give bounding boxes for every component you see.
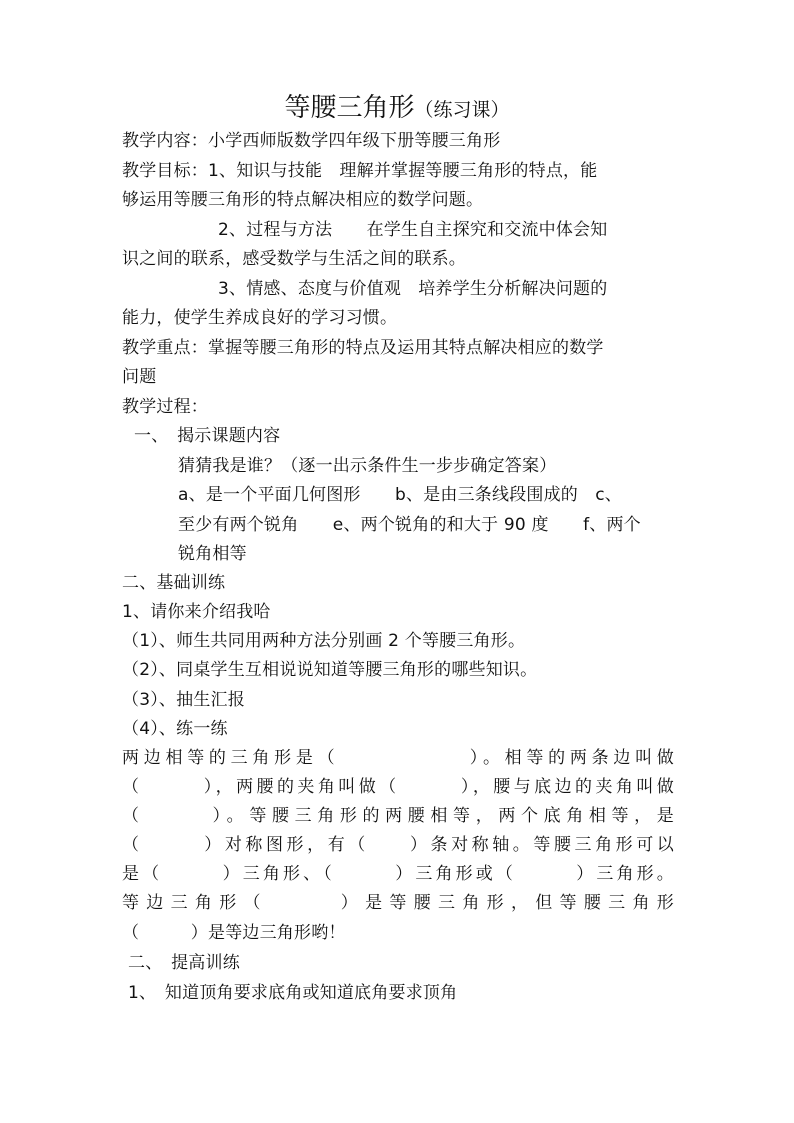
title-subtitle: （练习课） (414, 99, 510, 121)
clue-line-1: a、是一个平面几何图形 b、是由三条线段围成的 c、 (178, 485, 622, 505)
section-1-heading: 一、 揭示课题内容 (134, 426, 281, 446)
teaching-goal-1-line-2: 够运用等腰三角形的特点解决相应的数学问题。 (122, 190, 484, 210)
fill-blank-line-3: （ ）。等腰三角形的两腰相等，两个底角相等，是 (122, 806, 674, 826)
section-2-sub-3: （3）、抽生汇报 (122, 690, 245, 710)
section-2-sub-2: （2）、同桌学生互相说说知道等腰三角形的哪些知识。 (122, 660, 538, 680)
title-main: 等腰三角形 (284, 93, 415, 123)
teaching-process: 教学过程： (122, 397, 208, 417)
fill-blank-line-5: 是（ ）三角形、（ ）三角形或（ ）三角形。 (122, 864, 674, 884)
teaching-goal-3-line-2: 能力，使学生养成良好的学习习惯。 (122, 308, 398, 328)
section-2-sub-4: （4）、练一练 (122, 719, 228, 739)
teaching-goal-3-line-1: 3、情感、态度与价值观 培养学生分析解决问题的 (218, 279, 608, 299)
clue-line-2: 至少有两个锐角 e、两个锐角的和大于 90 度 f、两个 (178, 515, 641, 535)
fill-blank-line-2: （ ），两腰的夹角叫做（ ），腰与底边的夹角叫做 (122, 777, 674, 797)
section-3-item-1: 1、 知道顶角要求底角或知道底角要求顶角 (128, 983, 458, 1003)
teaching-goal-1-line-1: 教学目标：1、知识与技能 理解并掌握等腰三角形的特点，能 (122, 161, 598, 181)
section-2-heading: 二、基础训练 (122, 573, 226, 593)
teaching-goal-2-line-1: 2、过程与方法 在学生自主探究和交流中体会知 (218, 220, 608, 240)
fill-blank-line-1: 两边相等的三角形是（ ）。相等的两条边叫做 (122, 748, 674, 768)
fill-blank-line-7: （ ）是等边三角形哟！ (122, 923, 346, 943)
teaching-content: 教学内容：小学西师版数学四年级下册等腰三角形 (122, 131, 501, 151)
teaching-key-line-2: 问题 (122, 367, 157, 387)
teaching-key-line-1: 教学重点：掌握等腰三角形的特点及运用其特点解决相应的数学 (122, 338, 604, 358)
guess-intro: 猜猜我是谁？（逐一出示条件生一步步确定答案） (178, 456, 557, 476)
section-2-sub-1: （1）、师生共同用两种方法分别画 2 个等腰三角形。 (122, 631, 526, 651)
teaching-goal-2-line-2: 识之间的联系，感受数学与生活之间的联系。 (122, 249, 466, 269)
clue-line-3: 锐角相等 (178, 544, 247, 564)
page-title (0, 90, 794, 128)
fill-blank-line-6: 等边三角形（ ）是等腰三角形，但等腰三角形 (122, 893, 674, 913)
fill-blank-line-4: （ ）对称图形，有（ ）条对称轴。等腰三角形可以 (122, 835, 674, 855)
section-3-heading: 二、 提高训练 (128, 953, 240, 973)
section-2-item-1: 1、请你来介绍我哈 (122, 602, 271, 622)
